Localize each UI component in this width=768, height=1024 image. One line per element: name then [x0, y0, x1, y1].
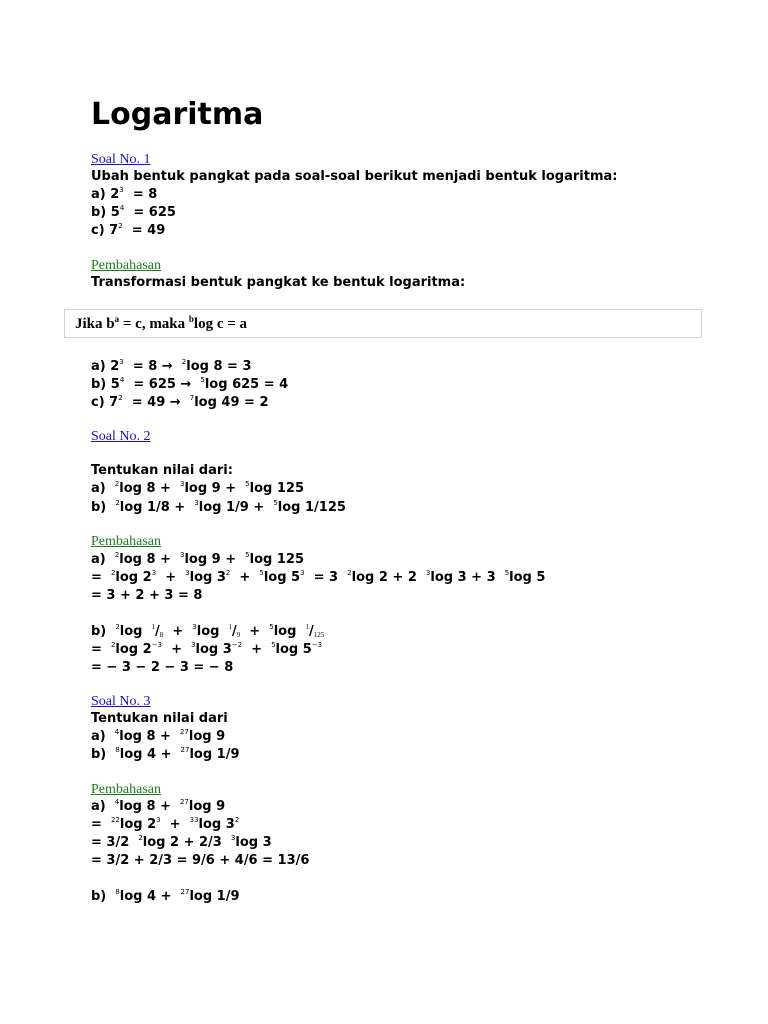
- soal-1-answer-c: c) $7^2 = 49 \to ^7\log$ 49 = 2: [91, 394, 269, 410]
- soal-3-question: Tentukan nilai dari: [91, 711, 228, 726]
- soal-2-solution-b-line-1: b) $^2$log $^1/_8 + ^3\log$ $^1/_9 + ^5\log$ $^1/_{125}$: [91, 623, 325, 639]
- soal-2-question-a: a) $^2$log 8 + $^3$log 9 + $^5$log 125: [91, 480, 304, 496]
- soal-1-answer-a: a) $2^3 = 8 \to ^2\log$ 8 = 3: [91, 358, 252, 374]
- soal-1-item-a: a) $2^3 = 8$: [91, 186, 158, 202]
- soal-2-solution-b-line-3: = − 3 − 2 − 3 = − 8: [91, 660, 234, 675]
- soal-2-solution-a-line-1: a) $^2$log 8 + $^3$log 9 + $^5$log 125: [91, 551, 304, 567]
- soal-3-pembahasan-link[interactable]: Pembahasan: [91, 782, 161, 797]
- soal-3-solution-b-line-1: b) $^8$log 4 + $^{27}$log 1/9: [91, 888, 240, 904]
- soal-1-pembahasan-text: Transformasi bentuk pangkat ke bentuk logaritma:: [91, 275, 466, 290]
- soal-2-question: Tentukan nilai dari:: [91, 463, 233, 478]
- soal-1-question: Ubah bentuk pangkat pada soal-soal berikut menjadi bentuk logaritma:: [91, 169, 618, 184]
- soal-2-solution-a-line-2: = $^2$log $2^3 + ^3\log$ $3^2 + ^5\log$ $5^3 = 3$ $^2$log 2 + 2 $^3$log 3 + 3 $^5$log 5: [91, 569, 546, 585]
- soal-3-question-b: b) $^8$log 4 + $^{27}$log 1/9: [91, 746, 240, 762]
- soal-2-link[interactable]: Soal No. 2: [91, 429, 151, 444]
- soal-1-item-c: c) $7^2 = 49$: [91, 222, 166, 238]
- soal-1-link[interactable]: Soal No. 1: [91, 152, 151, 167]
- soal-3-solution-a-line-4: = 3/2 + 2/3 = 9/6 + 4/6 = 13/6: [91, 853, 310, 868]
- logarithm-definition-box: Jika $b^a = c$, maka $^b$log c = a: [64, 309, 702, 338]
- soal-3-link[interactable]: Soal No. 3: [91, 694, 151, 709]
- soal-2-pembahasan-link[interactable]: Pembahasan: [91, 534, 161, 549]
- soal-3-solution-a-line-2: = $^{22}$log $2^3 + ^{33}\log$ $3^2$: [91, 816, 240, 832]
- soal-1-item-b: b) $5^4 = 625$: [91, 204, 176, 220]
- page-title: Logaritma: [91, 97, 264, 132]
- soal-3-question-a: a) $^4$log 8 + $^{27}$log 9: [91, 728, 226, 744]
- soal-2-solution-b-line-2: = $^2$log $2^{-3} + ^3\log$ $3^{-2} + ^5\log$ $5^{-3}$: [91, 641, 323, 657]
- soal-2-solution-a-line-3: = 3 + 2 + 3 = 8: [91, 588, 203, 603]
- soal-1-pembahasan-link[interactable]: Pembahasan: [91, 258, 161, 273]
- soal-2-question-b: b) $^2$log 1/8 + $^3$log 1/9 + $^5$log 1/125: [91, 499, 346, 515]
- soal-1-answer-b: b) $5^4 = 625 \to ^5\log$ 625 = 4: [91, 376, 289, 392]
- soal-3-solution-a-line-3: = 3/2 $^2$log 2 + 2/3 $^3$log 3: [91, 834, 272, 850]
- soal-3-solution-a-line-1: a) $^4$log 8 + $^{27}$log 9: [91, 798, 226, 814]
